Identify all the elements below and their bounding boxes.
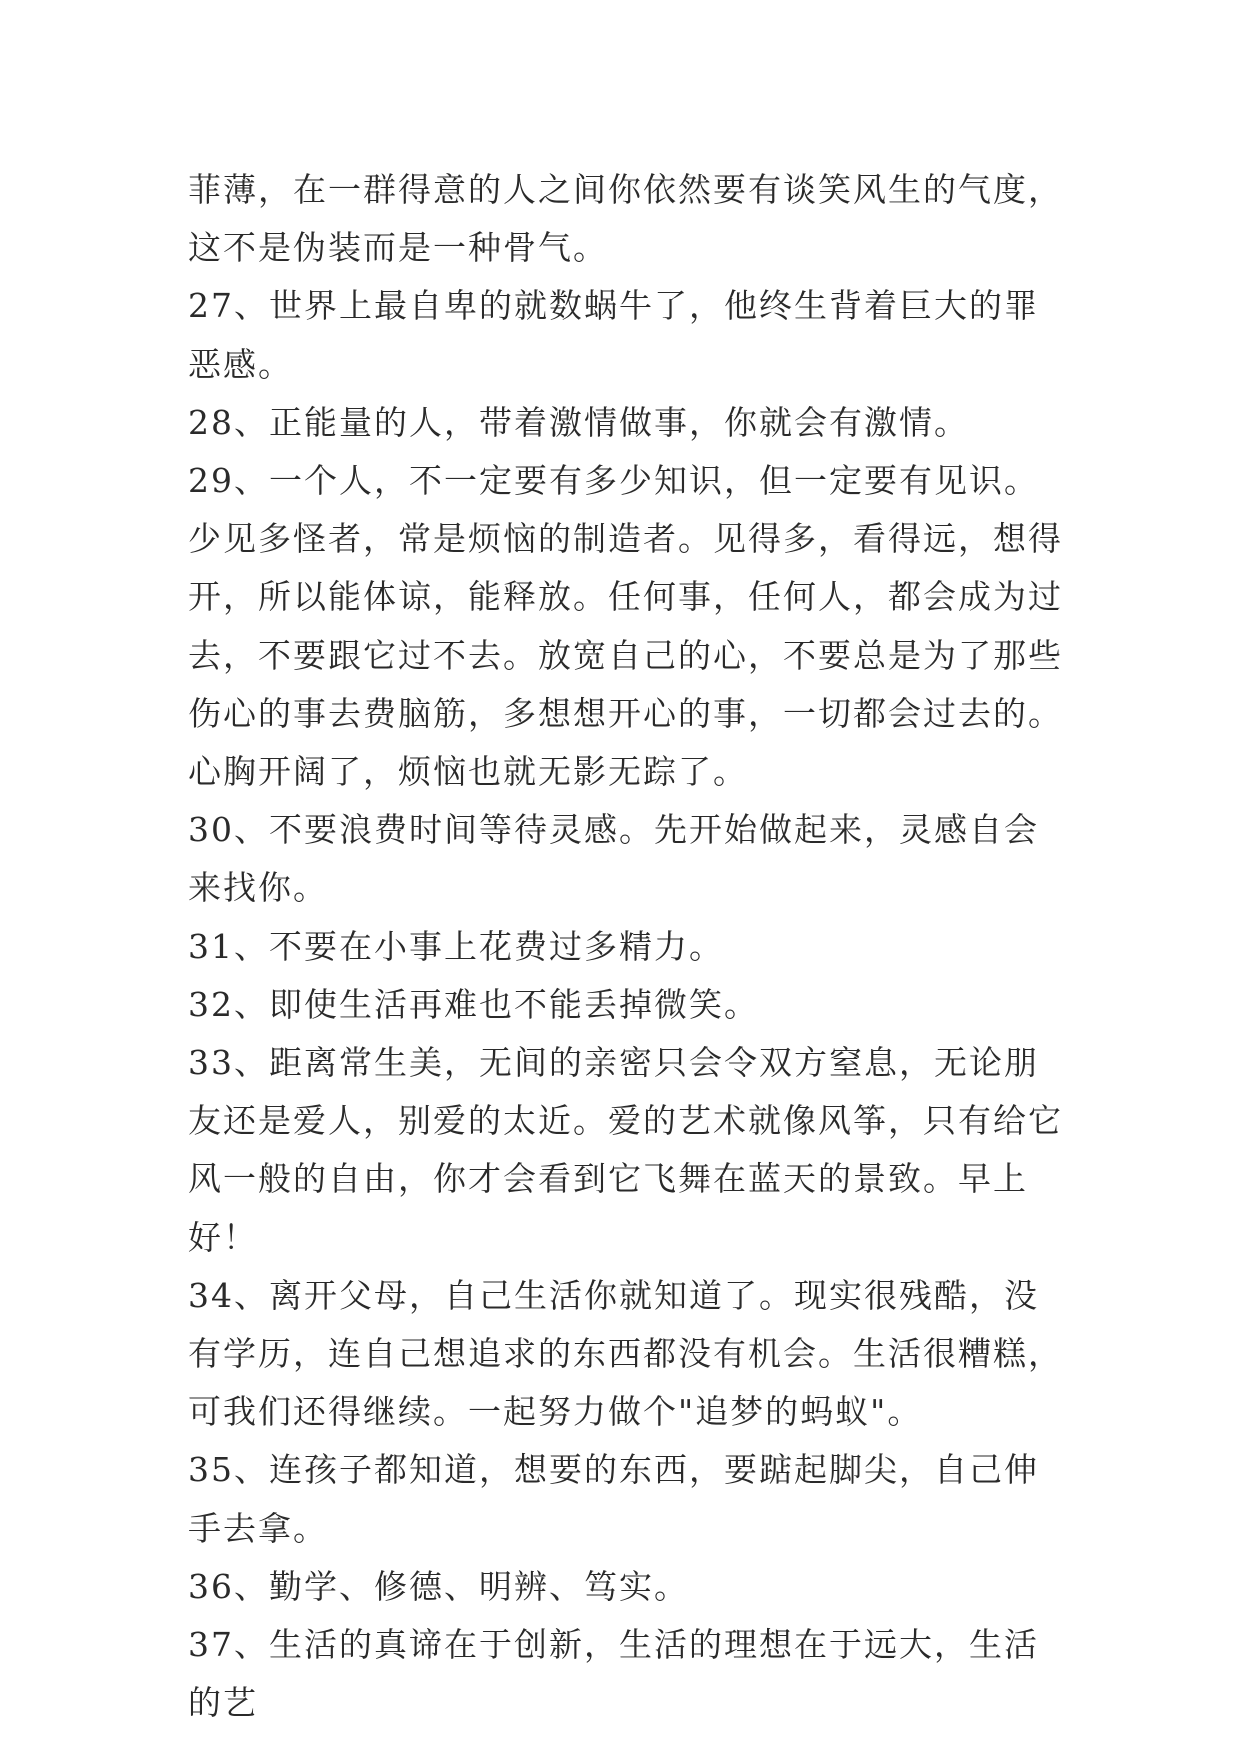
paragraph-34: 34、离开父母，自己生活你就知道了。现实很残酷，没有学历，连自己想追求的东西都没有机会。生活很糟糕，可我们还得继续。一起努力做个"追梦的蚂蚁"。 xyxy=(188,1275,1063,1432)
paragraph-32: 32、即使生活再难也不能丢掉微笑。 xyxy=(188,984,759,1024)
paragraph-28: 28、正能量的人，带着激情做事，你就会有激情。 xyxy=(188,402,969,442)
paragraph-36: 36、勤学、修德、明辨、笃实。 xyxy=(188,1566,689,1606)
paragraph-37: 37、生活的真谛在于创新，生活的理想在于远大，生活的艺 xyxy=(188,1625,1039,1723)
paragraph-30: 30、不要浪费时间等待灵感。先开始做起来，灵感自会来找你。 xyxy=(188,810,1039,908)
paragraph-33: 33、距离常生美，无间的亲密只会令双方窒息，无论朋友还是爱人，别爱的太近。爱的艺术就像风筝，只有给它风一般的自由，你才会看到它飞舞在蓝天的景致。早上好！ xyxy=(188,1043,1063,1257)
paragraph-continued: 菲薄，在一群得意的人之间你依然要有谈笑风生的气度，这不是伪装而是一种骨气。 xyxy=(188,170,1063,268)
paragraph-31: 31、不要在小事上花费过多精力。 xyxy=(188,926,724,966)
paragraph-29: 29、一个人，不一定要有多少知识，但一定要有见识。少见多怪者，常是烦恼的制造者。见得多，看得远，想得开，所以能体谅，能释放。任何事，任何人，都会成为过去，不要跟它过不去。放宽自己的心，不要总是为了那些伤心的事去费脑筋，多想想开心的事，一切都会过去的。心胸开阔了，烦恼也就无影无踪了。 xyxy=(188,461,1063,792)
paragraph-27: 27、世界上最自卑的就数蜗牛了，他终生背着巨大的罪恶感。 xyxy=(188,286,1039,384)
paragraph-35: 35、连孩子都知道，想要的东西，要踮起脚尖，自己伸手去拿。 xyxy=(188,1450,1039,1548)
document-body xyxy=(188,161,1068,1732)
